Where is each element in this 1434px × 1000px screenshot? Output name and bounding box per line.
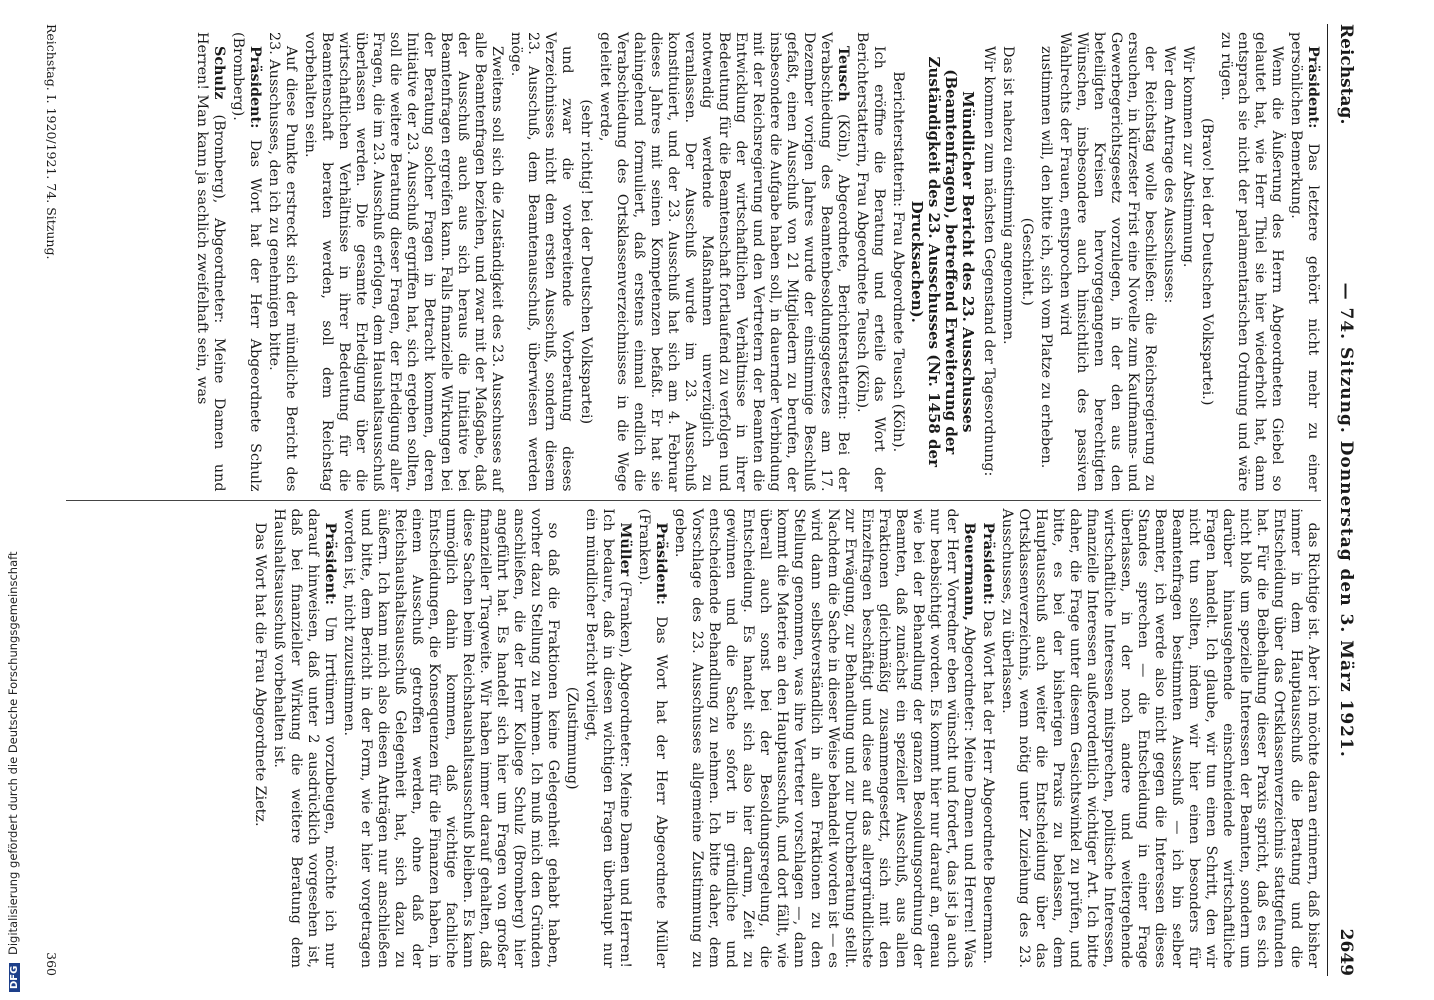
paragraph-text: Abgeordneter: Meine Damen und Herren! Was der Herr Vorredner eben wünscht und fordert, das ist ja auch nur beabsichtigt worden. Es kommt hier nur darauf an, genau wie bei der Behandlung der ganzen Besoldungsordnung der Beamten, daß zunächst ein spezieller Ausschuß, aus allen Fraktionen gleichmäßig zusammengesetzt, sich mit den Einzelfragen beschäftigt und diese auf das allergründlichste zur Erwägung, zur Behandlung und zur Durchberatung stellt. Nachdem die Sache in dieser Weise behandelt worden ist — es wird dann selbstverständlich in allen Fraktionen zu den Stellung genommen, was ihre Vertreter vorschlagen —, dann kommt die Materie an den Hauptausschuß, und dort fällt, wie überall auch sonst bei der Besoldungsregelung, die Entscheidung. Es handelt sich also hier darum, Zeit zu gewinnen und die Sache sofort in gründliche und entscheidende Behandlung zu nehmen. Ich bitte daher, dem Vorschlage des 23. Ausschusses allgemeine Zustimmung zu geben.: [672, 508, 977, 968]
speech-paragraph: [596, 32, 851, 492]
text-paragraph: [998, 509, 1321, 969]
footer-right: 360: [44, 952, 59, 976]
speech-paragraph: [671, 509, 977, 969]
paragraph-text: und zwar die vorbereitende Vorberatung dieses Verzeichnisses nicht dem ersten Ausschuß, sondern diesem 23. Ausschuß, dem Beamtenausschuß, überwiesen werden möge.: [508, 32, 575, 492]
dfg-logo: DFG: [9, 963, 20, 992]
text-paragraph: [999, 32, 1016, 492]
paragraph-text: (Franken), Abgeordneter: Meine Damen und Herren! Ich bedaure, daß in diesen wichtigen Fragen überhaupt nur ein mündlicher Bericht vorliegt,: [583, 508, 633, 968]
rotated-page: [20, 10, 1360, 990]
text-paragraph: [889, 32, 906, 492]
speech-paragraph: [1287, 32, 1321, 492]
paragraph-text: der Reichstag wolle beschließen: die Reichsregierung zu ersuchen, in kürzester Frist eine Novelle zum Kaufmanns- und Gewerbegerichtsgesetz vorzulegen, in der den aus den beteiligten Kreisen hervorgegangenen berechtigten Wünschen, insbesondere auch hinsichtlich des passiven Wahlrechts der Frauen, entsprochen wird: [1057, 32, 1158, 492]
text-paragraph: [1056, 32, 1158, 492]
text-paragraph: [1018, 32, 1035, 492]
text-paragraph: [1179, 32, 1196, 492]
speaker-name: Präsident:: [247, 46, 263, 140]
paragraph-text: Das ist nahezu einstimmig angenommen.: [1000, 46, 1016, 345]
page-footer: [43, 24, 60, 976]
text-paragraph: [577, 32, 594, 492]
speaker-name: Präsident:: [980, 522, 996, 610]
right-column: [66, 501, 1321, 977]
header-left: Reichstag.: [1336, 24, 1356, 125]
paragraph-text: Wir kommen zum nächsten Gegenstand der Tagesordnung:: [981, 46, 997, 477]
text-paragraph: [1198, 32, 1215, 492]
paragraph-text: (Zustimmung): [564, 686, 580, 790]
paragraph-text: Das Wort hat der Herr Abgeordnete Müller (Franken).: [636, 508, 669, 968]
paragraph-text: das Richtige ist. Aber ich möchte daran erinnern, daß bisher immer in dem Hauptausschuß die Beratung und die Entscheidung über das Ortsklassenverzeichnis stattgefunden hat. Für die Beibehaltung dieser Praxis spricht, daß es sich nicht bloß um spezielle Interessen der Beamten, sondern um darüber hinausgehende einschneidende wirtschaftliche Fragen handelt. Ich glaube, wir tun einen Schritt, den wir nicht tun sollten, indem wir hier einen besonders für Beamtenfragen bestimmten Ausschuß — ich bin selber Beamter, ich werde also nicht gegen die Interessen dieses Standes sprechen — die Entscheidung in einer Frage überlassen, in der noch andere und weitergehende wirtschaftliche Interessen mitsprechen, politische Interessen, finanzielle Interessen außerordentlich wichtiger Art. Ich bitte daher, die Frage unter diesem Gesichtswinkel zu prüfen, und bitte, es bei der bisherigen Praxis zu belassen, dem Hauptausschuß auch weiter die Entscheidung über das Ortsklassenverzeichnis, wenn nötig unter Zuziehung des 23. Ausschusses, zu überlassen.: [999, 508, 1321, 968]
paragraph-text: Das Wort hat der Herr Abgeordnete Beuermann.: [980, 609, 996, 964]
paragraph-text: Ich eröffne die Beratung und erteile das Wort der Berichterstatterin, Frau Abgeordnete Teusch (Köln).: [854, 32, 887, 492]
text-paragraph: [340, 509, 561, 969]
speaker-name: Präsident:: [653, 522, 669, 617]
text-paragraph: [980, 32, 997, 492]
paragraph-text: (sehr richtig! bei der Deutschen Volkspartei): [578, 99, 594, 425]
speech-paragraph: [635, 509, 669, 969]
speaker-name: Präsident:: [322, 522, 338, 617]
paragraph-text: Um Irrtümern vorzubeugen, möchte ich nur darauf hinweisen, daß unter 2 ausdrücklich vorgesehen ist, daß bei finanzieller Wirkung die weitere Beratung dem Haushaltsausschuß vorbehalten ist.: [271, 508, 338, 968]
section-heading: Mündlicher Bericht des 23. Ausschusses (Beamtenfragen), betreffend Erweiterung der Zuständigkeit des 23. Ausschusses (Nr. 1458 der Drucksachen).: [908, 56, 977, 467]
footer-left: Reichstag. I. 1920/1921. 74. Sitzung.: [44, 24, 59, 260]
paragraph-text: Das Wort hat der Herr Abgeordnete Schulz (Bromberg).: [230, 32, 263, 492]
page-header: [1327, 24, 1354, 976]
paragraph-text: zustimmen will, den bitte ich, sich vom Platze zu erheben.: [1038, 46, 1054, 469]
paragraph-text: (Bromberg), Abgeordneter: Meine Damen und Herren! Man kann ja sachlich zweifelhaft sein, was: [194, 32, 227, 492]
paragraph-text: (Bravo! bei der Deutschen Volkspartei.): [1199, 118, 1215, 406]
paragraph-text: Wenn die Äußerung des Herrn Abgeordneten Giebel so gelautet hat, wie Herr Thiel sie hier wiederholt hat, dann entsprach sie nicht der parlamentarischen Ordnung und wäre zu rügen.: [1218, 32, 1285, 492]
text-paragraph: [265, 32, 299, 492]
text-paragraph: [1160, 32, 1177, 492]
speaker-name: Präsident:: [1305, 46, 1321, 144]
speech-paragraph: [979, 509, 996, 969]
text-paragraph: [563, 509, 580, 969]
text-paragraph: [1037, 32, 1054, 492]
text-paragraph: [507, 32, 575, 492]
funding-text: Digitalisierung gefördert durch die Deutsche Forschungsgemeinschaft: [6, 551, 20, 955]
text-paragraph: [1217, 32, 1285, 492]
speech-paragraph: [193, 32, 227, 492]
text-paragraph: [301, 32, 505, 492]
paragraph-text: Auf diese Punkte erstreckt sich der mündliche Bericht des 23. Ausschusses, den ich zu genehmigen bitte.: [266, 32, 299, 492]
speaker-name: Müller: [617, 522, 633, 582]
paragraph-text: (Köln), Abgeordnete, Berichterstatterin: Bei der Verabschiedung des Beamtenbesoldungsgesetzes am 17. Dezember vorigen Jahres wurde der einstimmige Beschluß gefaßt, einen Ausschuß von 21 Mitgliedern zu berufen, der insbesondere die Aufgabe haben soll, in dauernder Verbindung mit der Reichsregierung und den Vertretern der Beamten die Entwicklung der wirtschaftlichen Verhältnisse in ihrer Bedeutung für die Beamtenschaft fortlaufend zu verfolgen und notwendig werdende Maßnahmen unverzüglich zu veranlassen. Der Ausschuß wurde im 23. Ausschuß konstituiert, und der 23. Ausschuß hat sich am 4. Februar dieses Jahres mit seinen Kompetenzen befaßt. Er hat sie dahingehend formuliert, daß erstens einmal endlich die Verabschiedung des Ortsklassenverzeichnisses in die Wege geleitet werde,: [597, 32, 851, 492]
paragraph-text: Berichterstatterin: Frau Abgeordnete Teusch (Köln).: [890, 71, 906, 453]
paragraph-text: Wir kommen zur Abstimmung.: [1180, 46, 1196, 268]
speech-paragraph: [582, 509, 633, 969]
speech-paragraph: [229, 32, 263, 492]
text-columns: [66, 24, 1321, 976]
speaker-name: Beuermann,: [961, 522, 977, 627]
paragraph-text: Das Wort hat die Frau Abgeordnete Zietz.: [252, 522, 268, 827]
funding-caption: [6, 552, 20, 992]
left-column: [66, 24, 1321, 500]
header-title: — 74. Sitzung. Donnerstag den 3. März 1921.: [1336, 282, 1356, 758]
paragraph-text: Wer dem Antrage des Ausschusses:: [1161, 46, 1177, 304]
paragraph-text: so daß die Fraktionen keine Gelegenheit gehabt haben, vorher dazu Stellung zu nehmen. Ich muß mich den Gründen anschließen, die der Herr Kollege Schulz (Bromberg) hier angeführt hat. Es handelt sich hier um Fragen von großer finanzieller Tragweite. Wir haben immer darauf gehalten, daß diese Sachen beim Reichshaushaltsausschuß bleiben. Es kann unmöglich dahin kommen, daß wichtige fachliche Entscheidungen, die Konsequenzen für die Finanzen haben, in einem Ausschuß getroffen werden, ohne daß der Reichshaushaltsausschuß Gelegenheit hat, sich dazu zu äußern. Ich kann mich also diesen Anträgen nur anschließen und bitte, dem Bericht in der Form, wie er hier vorgetragen worden ist, nicht zuzustimmen.: [341, 508, 561, 968]
text-paragraph: [853, 32, 887, 492]
page-number: 2649: [1336, 928, 1356, 976]
speaker-name: Teusch: [835, 46, 851, 114]
text-paragraph: [251, 509, 268, 969]
paragraph-text: Zweitens soll sich die Zuständigkeit des 23. Ausschusses auf alle Beamtenfragen beziehen, und zwar mit der Maßgabe, daß der Ausschuß auch aus sich heraus die Initiative bei Beamtenfragen ergreifen kann. Falls finanzielle Wirkungen bei der Beratung solcher Fragen in Betracht kommen, deren Initiative der 23. Ausschuß ergriffen hat, sich ergeben sollten, soll die weitere Beratung dieser Fragen, der Erledigung aller Fragen, die im 23. Ausschuß erfolgen, dem Haushaltsausschuß überlassen werden. Die gesamte Erledigung über die wirtschaftlichen Verhältnisse in ihrer Bedeutung für die Beamtenschaft beraten werden, soll dem Reichstag vorbehalten sein.: [302, 32, 505, 492]
speaker-name: Schulz: [211, 46, 227, 115]
paragraph-text: Das letztere gehört nicht mehr zu einer persönlichen Bemerkung.: [1288, 32, 1321, 492]
paragraph-text: (Geschieht.): [1019, 217, 1035, 306]
speech-paragraph: [270, 509, 338, 969]
